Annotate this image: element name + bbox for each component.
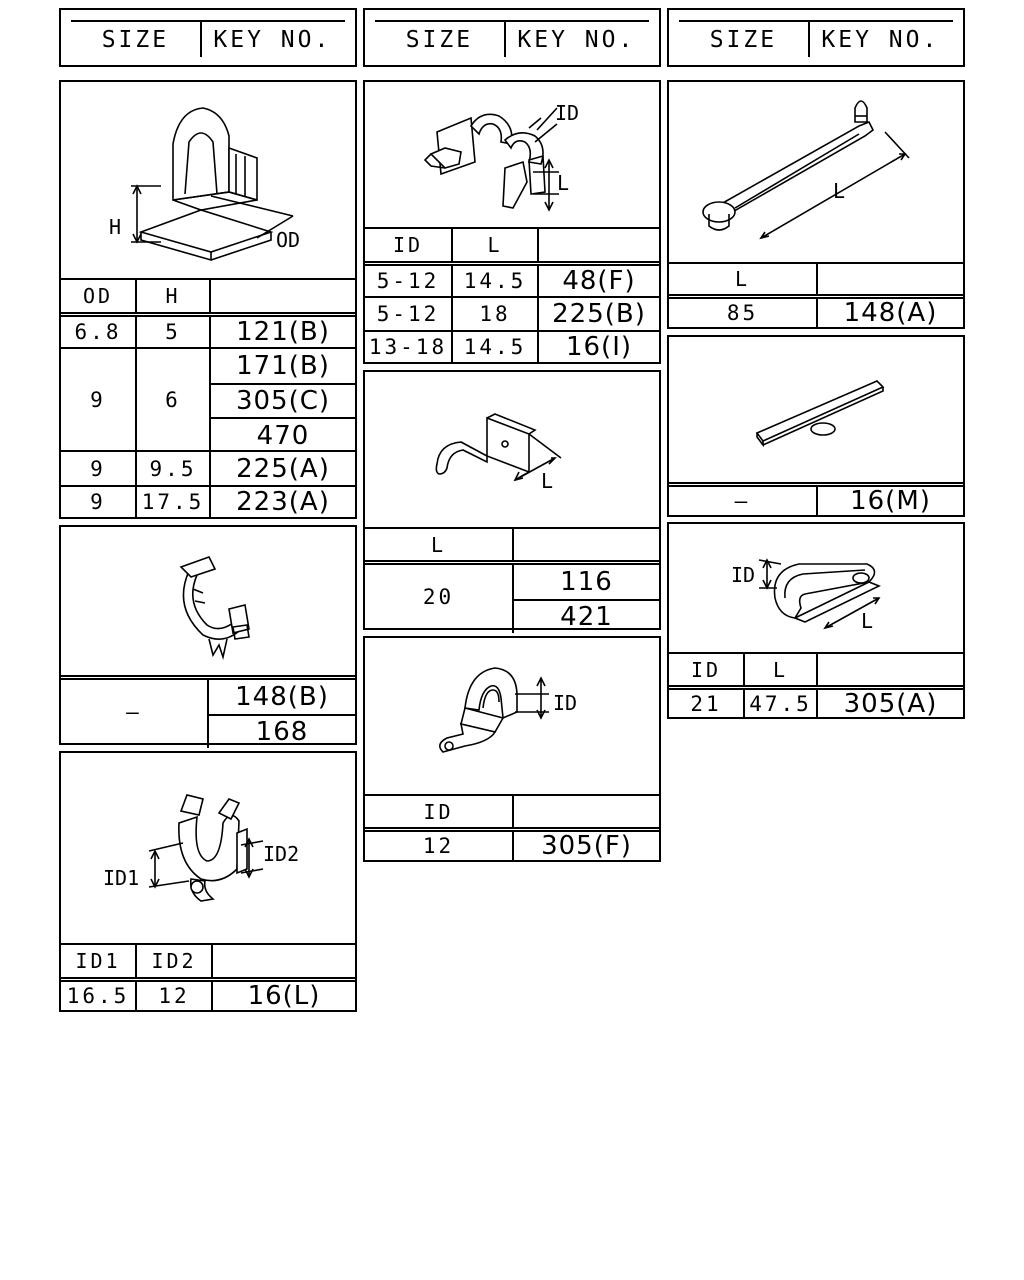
col-header-id: ID: [690, 657, 722, 682]
table-row: [365, 296, 659, 330]
col-header-od: OD: [82, 284, 114, 308]
id-value: 5-12: [376, 302, 440, 326]
h-value: 5: [135, 317, 209, 347]
table-header: [669, 262, 963, 294]
table-row: [365, 261, 659, 296]
id1-value: 16.5: [66, 984, 130, 1008]
l-value: 14.5: [451, 332, 537, 362]
table-header: [365, 794, 659, 827]
key-no-header: KEY NO.: [213, 26, 332, 53]
u-clip-drawing: [669, 524, 963, 652]
key-no-value: 48(F): [537, 266, 659, 296]
h-value: 9.5: [135, 452, 209, 485]
clip-od-h-drawing: [61, 82, 355, 278]
dim-id-label: ID: [731, 563, 756, 587]
dim-l-label: L: [833, 179, 846, 203]
key-no-value: 225(A): [209, 452, 355, 485]
id-value: 13-18: [368, 335, 448, 359]
panel-clip-od-h: [59, 80, 357, 519]
key-no-value: 148(B): [207, 680, 355, 714]
col-header-h: H: [135, 280, 209, 312]
key-no-value: 116: [512, 565, 659, 599]
table-row: [61, 485, 355, 517]
size-value: –: [126, 699, 142, 724]
table-row: [669, 482, 963, 515]
clip-id1-id2-drawing: [61, 753, 355, 943]
table-row: [669, 294, 963, 327]
table-row: [61, 977, 355, 1010]
table-row: [61, 347, 355, 450]
header-col1: [59, 8, 357, 67]
key-no-value: 16(M): [816, 487, 963, 515]
table-header: [365, 527, 659, 560]
key-no-value: 421: [512, 599, 659, 633]
header-col2: [363, 8, 661, 67]
id2-value: 12: [135, 982, 211, 1010]
size-header: SIZE: [375, 22, 506, 57]
col-header-l: L: [430, 532, 447, 557]
panel-bent-clip: [363, 370, 661, 630]
key-no-value: 16(I): [537, 332, 659, 362]
id-value: 5-12: [376, 269, 440, 293]
panel-strap: [667, 80, 965, 329]
panel-clip-id1-id2: [59, 751, 357, 1012]
key-no-value: 305(C): [209, 383, 355, 417]
ring-clip-drawing: [61, 527, 355, 675]
dim-l-label: L: [861, 609, 874, 633]
col-header-l: L: [451, 229, 537, 261]
size-header: SIZE: [71, 22, 202, 57]
dim-l-label: L: [557, 171, 570, 195]
od-value: 9: [90, 387, 106, 412]
header-col3: [667, 8, 965, 67]
size-header: SIZE: [679, 22, 810, 57]
id-value: 21: [690, 691, 722, 716]
flat-strap-drawing: [669, 337, 963, 482]
key-no-value: 16(L): [211, 982, 355, 1010]
table-header: [669, 652, 963, 685]
table-header: [365, 227, 659, 261]
table-row: [61, 450, 355, 485]
l-value: 85: [726, 301, 759, 325]
col-header-l: L: [743, 654, 816, 685]
col-header-id1: ID1: [75, 949, 121, 973]
l-value: 14.5: [451, 266, 537, 296]
dim-h-label: H: [109, 215, 122, 239]
key-no-value: 121(B): [209, 317, 355, 347]
table-row: [61, 675, 355, 747]
panel-flat-strap: [667, 335, 965, 517]
dim-l-label: L: [541, 469, 554, 493]
table-header: [61, 943, 355, 977]
panel-clip-id-l: [363, 80, 661, 364]
col-header-l: L: [734, 267, 751, 291]
key-no-value: 225(B): [537, 298, 659, 330]
table-row: [365, 330, 659, 362]
h-value: 6: [135, 349, 209, 450]
col-header-id: ID: [423, 799, 454, 824]
key-no-header: KEY NO.: [821, 26, 940, 53]
dim-id1-label: ID1: [103, 866, 140, 890]
table-row: [365, 827, 659, 860]
l-value: 18: [451, 298, 537, 330]
panel-p-clip: [363, 636, 661, 862]
p-clip-drawing: [365, 638, 659, 794]
strap-drawing: [669, 82, 963, 262]
dim-id-label: ID: [555, 101, 580, 125]
key-no-header: KEY NO.: [517, 26, 636, 53]
key-no-value: 168: [207, 714, 355, 748]
key-no-value: 148(A): [816, 299, 963, 327]
id-value: 12: [422, 834, 455, 858]
dim-od-label: OD: [276, 228, 301, 252]
l-value: 20: [422, 584, 455, 609]
dim-id-label: ID: [553, 691, 578, 715]
table-row: [365, 560, 659, 632]
key-no-value: 305(A): [816, 690, 963, 717]
dim-id2-label: ID2: [263, 842, 300, 866]
panel-ring-clip: [59, 525, 357, 745]
size-value: –: [734, 489, 751, 513]
panel-u-clip: [667, 522, 965, 719]
table-row: [61, 312, 355, 347]
od-value: 9: [90, 456, 106, 481]
table-row: [669, 685, 963, 717]
l-value: 47.5: [743, 690, 816, 717]
col-header-id: ID: [392, 233, 424, 257]
clip-id-l-drawing: [365, 82, 659, 227]
bent-clip-drawing: [365, 372, 659, 527]
h-value: 17.5: [135, 487, 209, 517]
key-no-value: 470: [209, 417, 355, 452]
key-no-value: 305(F): [512, 832, 659, 860]
od-value: 9: [90, 490, 106, 514]
key-no-value: 223(A): [209, 487, 355, 517]
od-value: 6.8: [74, 320, 122, 344]
key-no-value: 171(B): [209, 349, 355, 383]
table-header: [61, 278, 355, 312]
col-header-id2: ID2: [135, 945, 211, 977]
